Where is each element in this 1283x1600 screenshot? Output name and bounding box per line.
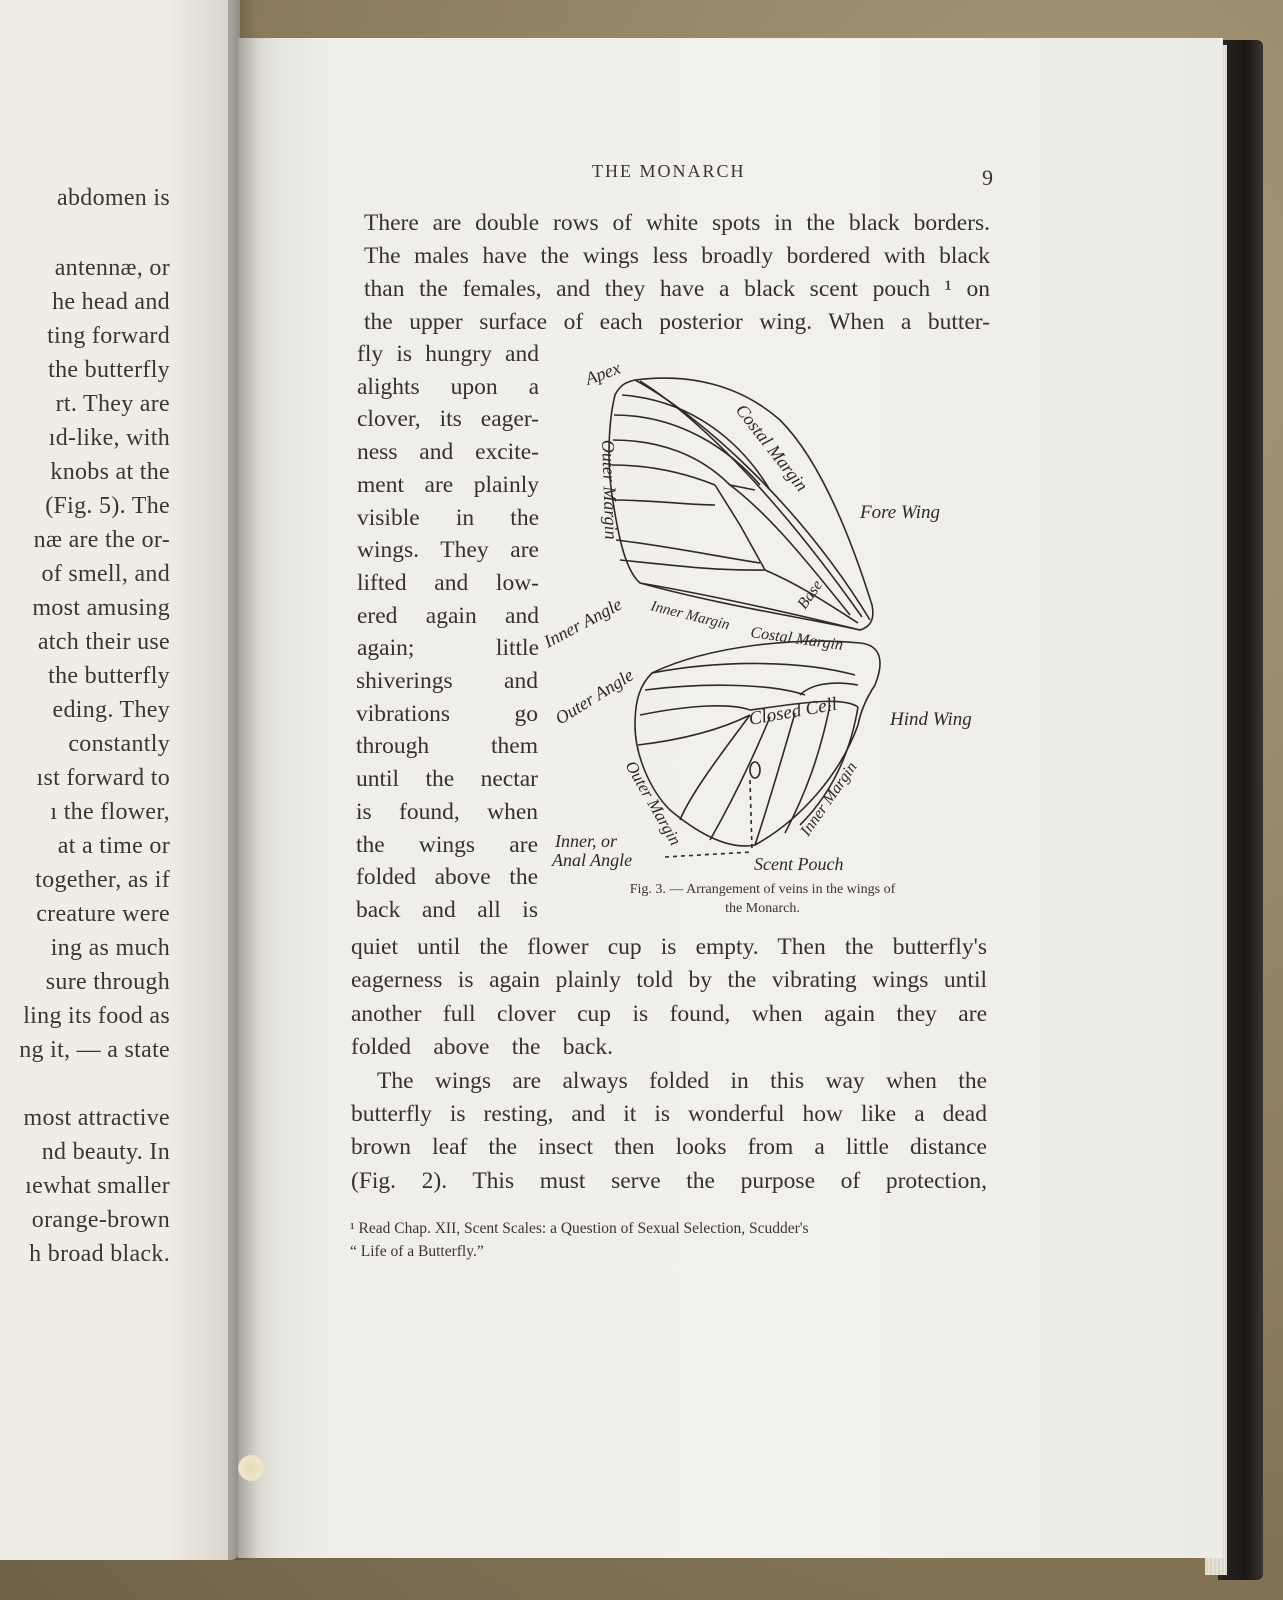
- label-closed-cell: Closed Cell: [747, 693, 839, 730]
- left-page-line: abdomen is: [57, 185, 170, 211]
- left-page-line: næ are the or-: [33, 527, 170, 553]
- body-text-line: the upper surface of each posterior wing. When a butter-: [364, 309, 990, 335]
- body-text-line: ered again and: [357, 602, 539, 629]
- body-text-line: (Fig. 2). This must serve the purpose of protection,: [351, 1167, 987, 1194]
- left-page-line: eding. They: [52, 697, 170, 723]
- left-page-line: ıd-like, with: [48, 425, 170, 451]
- footnote-line2: “ Life of a Butterfly.”: [350, 1243, 484, 1260]
- body-text-line: folded above the back.: [351, 1034, 613, 1061]
- label-inner-angle: Inner Angle: [540, 593, 626, 652]
- left-page-line: ıewhat smaller: [25, 1173, 170, 1199]
- label-outer-angle: Outer Angle: [551, 664, 637, 729]
- label-hind-wing: Hind Wing: [890, 709, 972, 730]
- body-text-line: eagerness is again plainly told by the vibrating wings until: [351, 967, 987, 994]
- body-text-line: back and all is: [356, 896, 538, 923]
- label-outer-margin-fore: Outer Margin: [598, 439, 622, 540]
- left-page-line: knobs at the: [50, 459, 170, 485]
- body-text-line: than the females, and they have a black scent pouch ¹ on: [364, 276, 990, 302]
- body-text-line: through them: [356, 733, 538, 760]
- page-number: 9: [982, 165, 993, 190]
- figure-caption-line1: Fig. 3. — Arrangement of veins in the wings of: [629, 882, 896, 897]
- left-page-line: ıst forward to: [36, 765, 170, 791]
- left-page-line: together, as if: [35, 867, 170, 893]
- label-inner-or: Inner, or: [555, 831, 617, 851]
- body-text-line: the wings are: [356, 831, 538, 858]
- left-page-line: rt. They are: [55, 391, 170, 417]
- left-page-line: creature were: [36, 901, 170, 927]
- label-inner-margin-fore: Inner Margin: [649, 598, 732, 634]
- left-page-line: sure through: [45, 969, 170, 995]
- label-costal-margin-hind: Costal Margin: [749, 624, 845, 654]
- body-text-line: ness and excite-: [357, 439, 539, 466]
- left-page-line: ting forward: [47, 323, 170, 349]
- body-text-line: shiverings and: [356, 668, 538, 694]
- page-stain: [238, 1455, 264, 1481]
- left-page-line: antennæ, or: [54, 255, 170, 281]
- body-text-line: visible in the: [357, 504, 539, 531]
- left-page-line: of smell, and: [41, 561, 170, 587]
- body-text-line: The wings are always folded in this way when the: [377, 1067, 987, 1094]
- body-text-line: wings. They are: [357, 537, 539, 564]
- left-page-line: nd beauty. In: [41, 1139, 170, 1165]
- body-text-line: again; little: [357, 635, 539, 662]
- left-page-line: most amusing: [32, 595, 170, 621]
- running-head: THE MONARCH: [592, 161, 746, 181]
- body-text-line: quiet until the flower cup is empty. Then the butterfly's: [351, 934, 987, 960]
- left-page-line: most attractive: [23, 1105, 170, 1131]
- left-page-line: he head and: [52, 289, 170, 315]
- wing-vein-figure: [540, 355, 990, 880]
- figure-caption: [585, 880, 940, 918]
- label-scent-pouch: Scent Pouch: [754, 854, 844, 874]
- body-text-line: fly is hungry and: [357, 341, 539, 367]
- left-page-line: the butterfly: [48, 663, 170, 689]
- left-page-line: at a time or: [57, 833, 170, 859]
- label-anal-angle: Anal Angle: [552, 850, 633, 870]
- body-text-line: clover, its eager-: [357, 406, 539, 433]
- gutter-shadow: [228, 0, 258, 1560]
- body-text-line: lifted and low-: [357, 569, 539, 596]
- body-text-line: alights upon a: [357, 373, 539, 400]
- body-text-line: butterfly is resting, and it is wonderful how like a dead: [351, 1101, 987, 1127]
- label-apex: Apex: [582, 357, 624, 389]
- left-page: [0, 0, 240, 1560]
- body-text-line: is found, when: [356, 798, 538, 825]
- label-fore-wing: Fore Wing: [860, 502, 941, 523]
- footnote-line1: ¹ Read Chap. XII, Scent Scales: a Question of Sexual Selection, Scudder's: [350, 1220, 809, 1237]
- left-page-line: ing as much: [50, 935, 170, 961]
- figure-caption-line2: the Monarch.: [725, 901, 800, 916]
- left-page-line: ng it, — a state: [19, 1037, 170, 1063]
- body-text-line: The males have the wings less broadly bordered with black: [364, 243, 990, 269]
- label-inner-margin-hind: Inner Margin: [797, 759, 861, 840]
- body-text-line: folded above the: [356, 864, 538, 891]
- body-text-line: vibrations go: [356, 700, 538, 727]
- left-page-line: the butterfly: [48, 357, 170, 383]
- label-outer-margin-hind: Outer Margin: [621, 757, 686, 849]
- left-page-line: atch their use: [37, 629, 170, 655]
- left-page-line: (Fig. 5). The: [45, 493, 170, 519]
- left-page-line: orange-brown: [31, 1207, 170, 1233]
- body-text-line: until the nectar: [356, 766, 538, 793]
- left-page-line: ı the flower,: [50, 799, 170, 825]
- body-text-line: ment are plainly: [357, 471, 539, 498]
- label-base: Base: [794, 577, 827, 613]
- body-text-line: brown leaf the insect then looks from a little distance: [351, 1134, 987, 1161]
- body-text-line: another full clover cup is found, when again they are: [351, 1000, 987, 1027]
- body-text-line: There are double rows of white spots in the black borders.: [364, 210, 990, 236]
- left-page-line: constantly: [68, 731, 170, 757]
- label-costal-margin-fore: Costal Margin: [731, 400, 813, 496]
- left-page-line: h broad black.: [29, 1241, 170, 1267]
- left-page-line: ling its food as: [23, 1003, 170, 1029]
